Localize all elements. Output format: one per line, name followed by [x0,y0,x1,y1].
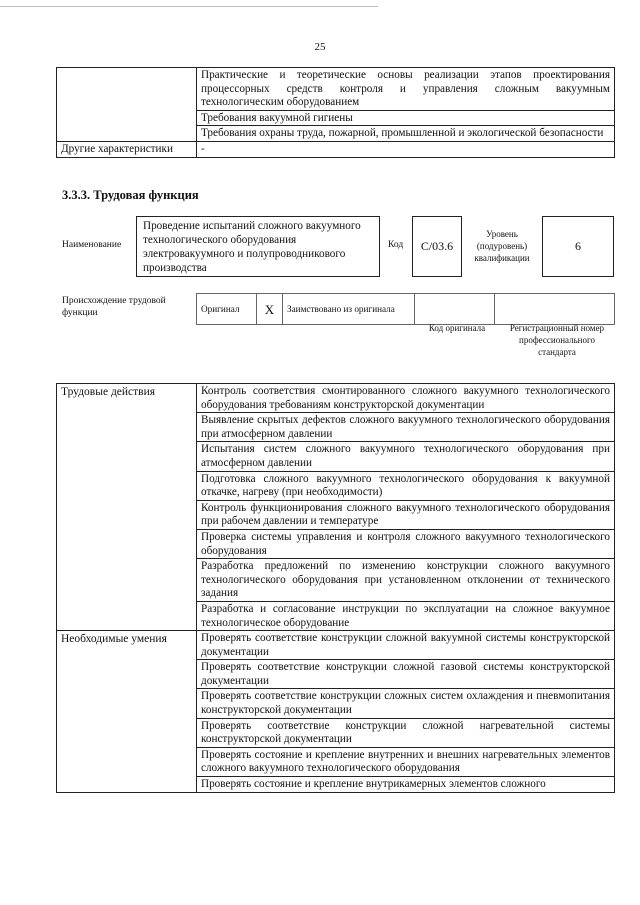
continuation-table [56,67,615,158]
code-label: Код [388,240,404,250]
labor-action-item: Выявление скрытых дефектов сложного вакуумного технологического оборудования при атмосферном давлении [197,413,615,442]
registration-number-caption: Регистрационный номер профессионального стандарта [509,323,605,357]
table-row [57,631,615,660]
labor-action-item: Разработка предложений по изменению конструкции сложного вакуумного технологического оборудования при установленном отклонении от технического задания [197,559,615,602]
table-row [197,294,615,325]
original-mark: X [257,294,283,325]
level-value-box [542,216,614,277]
labor-action-item: Разработка и согласование инструкции по эксплуатации на сложное вакуумное технологическое оборудование [197,601,615,630]
table-row [57,384,615,413]
code-value: C/03.6 [420,239,454,253]
other-characteristics-label: Другие характеристики [57,141,197,157]
labor-action-item: Подготовка сложного вакуумного технологического оборудования к вакуумной откачке, нагреву (при необходимости) [197,471,615,500]
skill-item: Проверять соответствие конструкции сложной нагревательной системы конструкторской документации [197,718,615,747]
labor-action-item: Контроль соответствия смонтированного сложного вакуумного технологического оборудования требованиям конструкторской документации [197,384,615,413]
skill-item: Проверять соответствие конструкции сложных систем охлаждения и пневмопитания конструкторской документации [197,689,615,718]
table-cell-label [57,68,197,142]
labor-action-item: Проверка системы управления и контроля сложного вакуумного технологического оборудования [197,529,615,558]
skill-item: Проверять соответствие конструкции сложной газовой системы конструкторской документации [197,660,615,689]
skill-item: Проверять соответствие конструкции сложной вакуумной системы конструкторской документации [197,631,615,660]
registration-number-cell [495,294,615,325]
function-name-box: Проведение испытаний сложного вакуумного технологического оборудования электровакуумного и полупроводникового производства [136,216,380,277]
skill-item: Проверять состояние и крепление внутренних и внешних нагревательных элементов сложного вакуумного технологического оборудования [197,747,615,776]
main-table [56,383,615,793]
section-title: 3.3.3. Трудовая функция [62,188,199,202]
origin-table [196,293,615,325]
name-label: Наименование [62,240,122,250]
skill-item: Проверять состояние и крепление внутрикамерных элементов сложного [197,777,615,793]
top-rule [0,6,378,7]
labor-actions-label: Трудовые действия [57,384,197,631]
original-code-cell [415,294,495,325]
labor-action-item: Испытания систем сложного вакуумного технологического оборудования при атмосферном давлении [197,442,615,471]
page-number: 25 [314,41,326,53]
other-characteristics-value: - [197,141,615,157]
table-cell-text: Практические и теоретические основы реализации этапов проектирования процессорных средств контроля и управления сложным вакуумным технологическим оборудованием [197,68,615,111]
table-cell-text: Требования охраны труда, пожарной, промышленной и экологической безопасности [197,126,615,142]
table-row [57,68,615,111]
table-row [57,141,615,157]
original-code-caption: Код оригинала [428,323,486,333]
level-label: Уровень (подуровень) квалификации [474,229,530,263]
skills-label: Необходимые умения [57,631,197,793]
code-value-box [412,216,462,277]
table-cell-text: Требования вакуумной гигиены [197,110,615,126]
original-label: Оригинал [197,294,257,325]
level-value: 6 [575,239,581,253]
labor-action-item: Контроль функционирования сложного вакуумного технологического оборудования при рабочем давлении и температуре [197,500,615,529]
borrowed-label: Заимствовано из оригинала [283,294,415,325]
origin-label: Происхождение трудовой функции [62,296,166,318]
